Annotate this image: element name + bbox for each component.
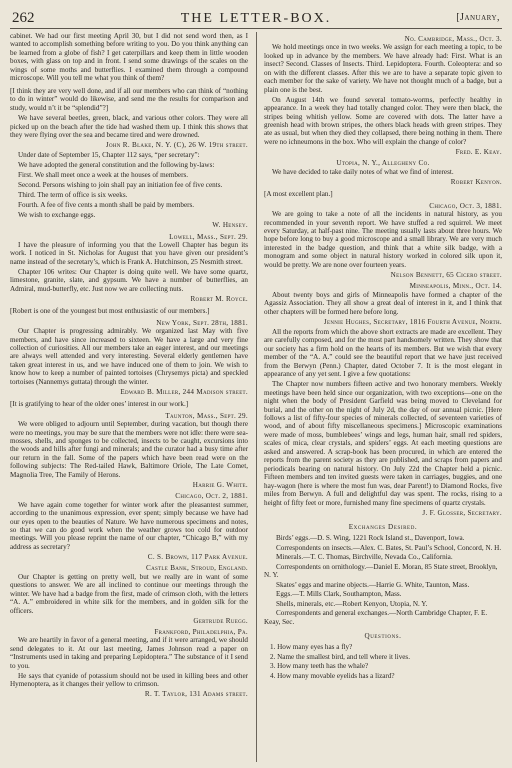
- page-header: [10, 8, 502, 29]
- exchange-item: Shells, minerals, etc.—Robert Kenyon, Utopia, N. Y.: [276, 599, 428, 608]
- dateline: Chicago, Oct. 3, 1881.: [429, 201, 502, 210]
- paragraph: He says that cyanide of potassium should not be used in killing bees and other Hymenoptera, as it changes their yellow to crimson.: [10, 671, 248, 689]
- exchange-item: Minerals.—T. C. Thomas, Birchville, Nevada Co., California.: [276, 553, 453, 562]
- paragraph: We have adopted the general constitution and the following by-laws:: [18, 161, 215, 170]
- signature: Harrie G. White.: [192, 480, 248, 489]
- dateline: Utopia, N. Y., Allegheny Co.: [336, 159, 430, 168]
- left-column: [10, 32, 248, 762]
- paragraph: We have decided to take daily notes of what we find of interest.: [272, 167, 454, 176]
- dateline: Chicago, Oct. 2, 1881.: [175, 492, 248, 501]
- dateline: Frankford, Philadelphia, Pa.: [154, 628, 248, 636]
- question-item: 3. How many teeth has the whale?: [270, 662, 369, 671]
- paragraph: Second. Persons wishing to join shall pay an initiation fee of five cents.: [18, 181, 223, 190]
- paragraph: About twenty boys and girls of Minneapolis have formed a chapter of the Agassiz Association. They all show a great deal of interest in it, and I think that other chapters will be formed here before long.: [264, 290, 502, 316]
- text-columns: [10, 32, 502, 762]
- signature: Nelson Bennett, 65 Cicero street.: [390, 270, 502, 279]
- editor-note: [I think they are very well done, and if all our members who can think of “nothing to do in winter” would do likewise, and send me the results for comparison and study, would n’t it be “splendid”?]: [10, 86, 248, 112]
- signature: Fred. E. Keay.: [455, 147, 502, 156]
- paragraph: We wish to exchange eggs.: [18, 211, 96, 220]
- editor-note: [It is gratifying to hear of the older ones’ interest in our work.]: [10, 400, 189, 409]
- paragraph: We were obliged to adjourn until September, during vacation, but though there were no meetings, you may be sure that the members were not idle: there were sea-mosses, shells, and sponges to be collected, insects to be caught, excursions into the woods and hills after fungi and minerals; and the curator had a busy time after our return in the fall. Some of the papers which have been read were on the following subjects: The Red-tailed Hawk, Baltimore Oriole, The Late Comet, Magnolia Tree, The Family of Herons.: [10, 420, 248, 479]
- editor-note: [Robert is one of the youngest but most enthusiastic of our members.]: [10, 307, 210, 316]
- paragraph: All the reports from which the above short extracts are made are excellent. They are carefully composed, and for the most part handsomely written. They show that our society has a firm hold on the hearts of its members. But we wish that every member of the “A. A.” could see the beautiful report that we have just received from the Berwyn (Penn.) Chapter, dated October 7. It is the most elegant in appearance of any yet sent. I give a few quotations:: [264, 328, 502, 379]
- signature: Robert Kenyon.: [450, 177, 502, 186]
- issue-date: [January,: [456, 12, 500, 23]
- column-divider: [256, 32, 257, 762]
- signature: J. F. Glosser, Secretary.: [422, 508, 502, 517]
- signature: R. T. Taylor, 131 Adams street.: [144, 690, 248, 699]
- paragraph: The Chapter now numbers fifteen active and two honorary members. Weekly meetings have been held since our organization, with two exceptions—one on the night when the body of President Garfield was being moved to Cleveland for burial, and the other on the night of July 2d, the day of our annual picnic. [Here follows a list of fifty-four species of minerals collected, of seventeen varieties of wood, and of about fifty miscellaneous specimens.] Microscopic examinations were made of moss, bumblebees’ wings and legs, human hair, small red spiders, scales of mica, clear crystals, and spiders’ eggs. At each meeting questions are asked and answered. A scrap-book has been procured, in which are entered the reports from the parent society as they are published, and scraps from papers and periodicals bearing on natural history. On July 22d the Chapter held a picnic. Fifteen members and ten invited guests were taken in carriages, buggies, and one hay-wagon (here is where the most fun was, dear Parent!) to Diamond Rocks, five miles from Berwyn. A full and delightful day was spent. The rocks, rising to a height of fifty feet or more, furnished many fine specimens of quartz crystals.: [264, 380, 502, 507]
- paragraph: We are going to take a note of all the incidents in natural history, as you recommended in your seventh report. We have stuffed a red squirrel. We meet every Saturday, at half-past nine. The meeting usually lasts about three hours. We hope before long to buy a good microscope and a small library. We are very much interested in the badge question, and think that a white silk badge, with a monogram and some object in natural history worked in colored silk upon it, would be pretty. We are none over fourteen years.: [264, 210, 502, 269]
- exchange-item: Eggs.—T. Mills Clark, Southampton, Mass.: [276, 590, 402, 599]
- paragraph: Our Chapter is getting on pretty well, but we really are in want of some questions to answer. We are all inclined to continue our meetings through the winter. We have had a badge from the first, made of crimson cloth, with the letters “A. A.” embroidered in white silk for the members, and in golden silk for the officers.: [10, 572, 248, 615]
- signature: Jennie Hughes, Secretary, 1816 Fourth Avenue, North.: [323, 317, 502, 326]
- signature: W. Hensey.: [212, 221, 248, 230]
- question-item: 2. Name the smallest bird, and tell where it lives.: [270, 652, 410, 661]
- section-heading: Exchanges Desired.: [348, 522, 418, 531]
- paragraph: Under date of September 15, Chapter 112 says, “per secretary”:: [18, 151, 200, 160]
- exchange-item: Correspondents and general exchanges.—North Cambridge Chapter, F. E. Keay, Sec.: [264, 609, 488, 626]
- exchange-item: Birds’ eggs.—D. S. Wing, 1221 Rock Island st., Davenport, Iowa.: [276, 534, 465, 543]
- exchange-item: Skates’ eggs and marine objects.—Harrie G. White, Taunton, Mass.: [276, 580, 470, 589]
- signature: C. S. Brown, 117 Park Avenue.: [147, 552, 248, 561]
- dateline: Lowell, Mass., Sept. 29.: [169, 232, 248, 241]
- exchange-item: Correspondents on ornithology.—Daniel E. Moran, 85 State street, Brooklyn, N. Y.: [264, 562, 498, 580]
- running-title: THE LETTER-BOX.: [180, 11, 332, 26]
- question-item: 1. How many eyes has a fly?: [270, 643, 353, 652]
- paragraph: We are heartily in favor of a general meeting, and if it were arranged, we should send delegates to it. At our last meeting, James Johnson read a paper on “Instruments used in taking and preparing Lepidoptera.” The substance of it I send to you.: [10, 636, 248, 670]
- dateline: Taunton, Mass., Sept. 29.: [165, 411, 248, 420]
- paragraph: Chapter 106 writes: Our Chapter is doing quite well. We have some quartz, limestone, granite, slate, and gypsum. We have a number of butterflies, an Admiral, mud-butterfly, etc. Just now we are collecting nuts.: [10, 267, 248, 293]
- paragraph: We have several beetles, green, black, and various other colors. They were all picked up on the beach after the tide had washed them up. I think this shows that they were flying over the sea and became tired and were drowned.: [10, 114, 248, 139]
- editor-note: [A most excellent plan.]: [264, 190, 333, 199]
- paragraph: Third. The term of office is six weeks.: [18, 191, 128, 200]
- dateline: Minneapolis, Minn., Oct. 14.: [409, 282, 502, 291]
- dateline: Castle Bank, Stroud, England.: [146, 564, 248, 573]
- exchange-item: Correspondents on insects.—Alex. C. Bates, St. Paul’s School, Concord, N. H.: [276, 543, 502, 552]
- paragraph: Fourth. A fee of five cents a month shall be paid by members.: [18, 201, 195, 210]
- paragraph: First. We shall meet once a week at the houses of members.: [18, 171, 189, 180]
- page-number: 262: [12, 10, 35, 26]
- paragraph: I have the pleasure of informing you that the Lowell Chapter has begun its work. I noticed in St. Nicholas for August that you have given our president’s name instead of the secretary’s, which is Frank A. Hutchinson, 25 Nesmith street.: [10, 240, 248, 266]
- signature: Gertrude Ruegg.: [193, 616, 248, 625]
- paragraph: Our Chapter is progressing admirably. We organized last May with five members, and have since increased to sixteen. We have a large and very fine collection of curiosities. All our members take an eager interest, and our meetings are always well attended and very interesting. Several elderly gentlemen have taken great interest in us, and we have induced one of them to join. We wish to know how to keep a number of painted tortoises (Chrysemys picta) and speckled tortoises (Nannemys guttata) through the winter.: [10, 327, 248, 386]
- paragraph: We have again come together for winter work after the pleasantest summer, according to the unanimous expression, ever spent; simply because we have had our eyes open to the beauties of Nature. We have numerous specimens and notes, so that we can do good work when the weather grows too cold for outdoor meetings. Will you please reprint the name of our chapter, “Chicago B,” with my address as secretary?: [10, 500, 248, 551]
- section-heading: Questions.: [364, 631, 402, 640]
- paragraph: cabinet. We had our first meeting April 30, but I did not send word then, as I wanted to accomplish something before writing to you. Do you think anything can be learned from a globe of fish? I get caterpillars and keep them in little wooden boxes, with glass on top and in front. I send some drawings of the scales on the wings of some moths and butterflies. I examined them through a compound microscope. Will you tell me what you think of them?: [10, 32, 248, 83]
- dateline: No. Cambridge, Mass., Oct. 3.: [404, 35, 502, 43]
- signature: Robert M. Royce.: [190, 294, 248, 303]
- paragraph: On August 14th we found several tomato-worms, perfectly healthy in appearance. In a week they had totally changed color. They were then black, the stripes being whitish yellow. Some are covered with dots. The latter have a greenish head with brown stripes, the others black heads with green stripes. They ate as usual, but when they died they collapsed, there being nothing in them. There were no ichneumons in the box. Who will explain the change of color?: [264, 95, 502, 146]
- question-item: 4. How many movable eyelids has a lizard?: [270, 671, 395, 680]
- signature: John R. Blake, N. Y. (C), 26 W. 19th street.: [105, 140, 248, 149]
- right-column: [264, 32, 502, 762]
- dateline: New York, Sept. 28th, 1881.: [156, 318, 248, 327]
- signature: Edward B. Miller, 244 Madison street.: [120, 387, 248, 396]
- paragraph: We hold meetings once in two weeks. We assign for each meeting a topic, to be looked up in advance by the members. We have already had: First. What is an insect? Second. Classes of Insects. Third. Lepidoptera. Fourth. Coleoptera: and so on with the different classes. After this we are to have a separate topic given to each member for the sake of variety. We have not thought much of a badge, but a plain one is the best.: [264, 43, 502, 94]
